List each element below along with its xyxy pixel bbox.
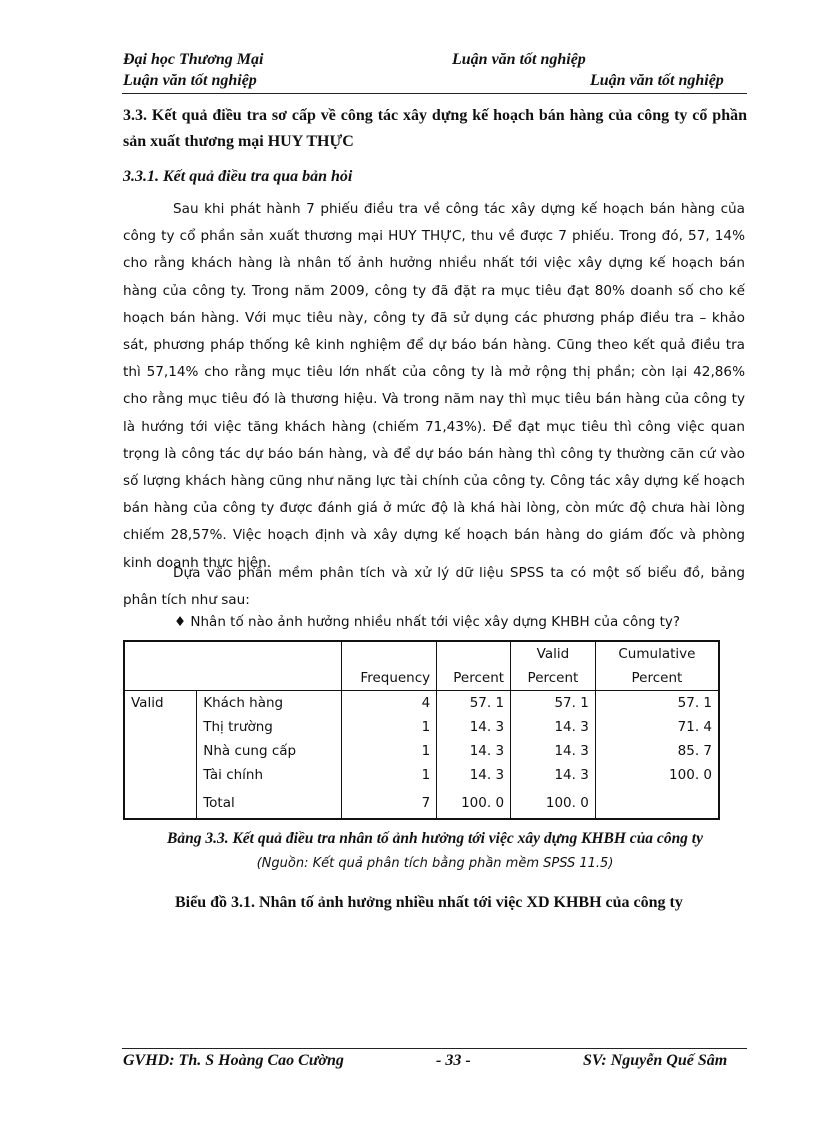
row-valid-percent: 57. 1 bbox=[511, 691, 596, 716]
footer-student: SV: Nguyễn Quế Sâm bbox=[583, 1052, 728, 1069]
header-valid-percent: Percent bbox=[511, 666, 596, 691]
table-row bbox=[124, 691, 719, 716]
footer-page-number: - 33 - bbox=[436, 1052, 471, 1069]
survey-question: ♦ Nhân tố nào ảnh hưởng nhiều nhất tới việc xây dựng KHBH của công ty? bbox=[174, 614, 681, 630]
total-valid-percent: 100. 0 bbox=[511, 787, 596, 819]
row-label: Khách hàng bbox=[203, 695, 284, 711]
header-rule bbox=[122, 93, 747, 94]
section-subtitle: 3.3.1. Kết quả điều tra qua bản hỏi bbox=[123, 168, 353, 185]
table-row bbox=[124, 763, 719, 787]
header-percent: Percent bbox=[437, 666, 511, 691]
table-caption: Bảng 3.3. Kết quả điều tra nhân tố ảnh hưởng tới việc xây dựng KHBH của công ty bbox=[166, 830, 703, 847]
header-thesis-title: Luận văn tốt nghiệp bbox=[452, 51, 586, 68]
row-percent: 57. 1 bbox=[437, 691, 511, 716]
header-cumulative: Cumulative bbox=[595, 641, 719, 666]
row-percent: 14. 3 bbox=[437, 763, 511, 787]
total-frequency: 7 bbox=[342, 787, 437, 819]
table-row bbox=[124, 715, 719, 739]
total-cumulative bbox=[595, 787, 719, 819]
table-row bbox=[124, 739, 719, 763]
table-source: (Nguồn: Kết quả phân tích bằng phần mềm SPSS 11.5) bbox=[256, 856, 614, 871]
footer-advisor: GVHD: Th. S Hoàng Cao Cường bbox=[123, 1052, 344, 1069]
row-valid-percent: 14. 3 bbox=[511, 715, 596, 739]
row-frequency: 1 bbox=[342, 715, 437, 739]
header-thesis-left: Luận văn tốt nghiệp bbox=[123, 72, 257, 89]
row-label: Thị trường bbox=[203, 719, 273, 735]
row-percent: 14. 3 bbox=[437, 715, 511, 739]
row-label: Tài chính bbox=[203, 767, 264, 783]
table-header-row-2 bbox=[124, 666, 719, 691]
header-frequency: Frequency bbox=[342, 666, 437, 691]
row-label: Nhà cung cấp bbox=[203, 743, 297, 759]
row-frequency: 1 bbox=[342, 739, 437, 763]
header-university: Đại học Thương Mại bbox=[123, 51, 264, 68]
header-thesis-right: Luận văn tốt nghiệp bbox=[590, 72, 724, 89]
row-valid-percent: 14. 3 bbox=[511, 763, 596, 787]
header-valid: Valid bbox=[511, 641, 596, 666]
frequency-table bbox=[123, 640, 720, 820]
paragraph-survey-results: Sau khi phát hành 7 phiếu điều tra về công tác xây dựng kế hoạch bán hàng của công ty cổ phần sản xuất thương mại HUY THỰC, thu về được 7 phiếu. Trong đó, 57, 14% cho rằng khách hàng là nhân tố ảnh hưởng nhiều nhất tới việc xây dựng kế hoạch bán hàng của công ty. Trong năm 2009, công ty đã đặt ra mục tiêu đạt 80% doanh số cho kế hoạch bán hàng. Với mục tiêu này, công ty đã sử dụng các phương pháp điều tra – khảo sát, phương pháp thống kê kinh nghiệm để dự báo bán hàng. Cũng theo kết quả điều tra thì 57,14% cho rằng mục tiêu lớn nhất của công ty là mở rộng thị phần; còn lại 42,86% cho rằng mục tiêu đó là thương hiệu. Và trong năm nay thì mục tiêu bán hàng của công ty là hướng tới việc tăng khách hàng (chiếm 71,43%). Để đạt mục tiêu thì công việc quan trọng là công tác dự báo bán hàng, và để dự báo bán hàng thì công ty thường căn cứ vào số lượng khách hàng cũng như năng lực tài chính của công ty. Công tác xây dựng kế hoạch bán hàng của công ty được đánh giá ở mức độ là khá hài lòng, còn mức độ chưa hài lòng chiếm 28,57%. Việc hoạch định và xây dựng kế hoạch bán hàng do giám đốc và phòng kinh doanh thực hiện. bbox=[123, 201, 745, 571]
row-cumulative: 85. 7 bbox=[595, 739, 719, 763]
row-percent: 14. 3 bbox=[437, 739, 511, 763]
row-valid-percent: 14. 3 bbox=[511, 739, 596, 763]
chart-heading: Biểu đồ 3.1. Nhân tố ảnh hưởng nhiều nhất tới việc XD KHBH của công ty bbox=[175, 894, 683, 911]
total-label: Total bbox=[197, 787, 342, 819]
row-group-label: Valid bbox=[124, 691, 197, 716]
row-cumulative: 57. 1 bbox=[595, 691, 719, 716]
section-title: 3.3. Kết quả điều tra sơ cấp về công tác xây dựng kế hoạch bán hàng của công ty cổ phần sản xuất thương mại HUY THỰC bbox=[123, 107, 747, 150]
row-frequency: 4 bbox=[342, 691, 437, 716]
row-cumulative: 71. 4 bbox=[595, 715, 719, 739]
footer-rule bbox=[122, 1048, 747, 1049]
paragraph-spss-intro: Dựa vào phần mềm phân tích và xử lý dữ liệu SPSS ta có một số biểu đồ, bảng phân tích như sau: bbox=[123, 565, 745, 609]
row-frequency: 1 bbox=[342, 763, 437, 787]
table-total-row bbox=[124, 787, 719, 819]
row-cumulative: 100. 0 bbox=[595, 763, 719, 787]
header-cumulative-percent: Percent bbox=[595, 666, 719, 691]
total-percent: 100. 0 bbox=[437, 787, 511, 819]
table-header-row bbox=[124, 641, 719, 666]
